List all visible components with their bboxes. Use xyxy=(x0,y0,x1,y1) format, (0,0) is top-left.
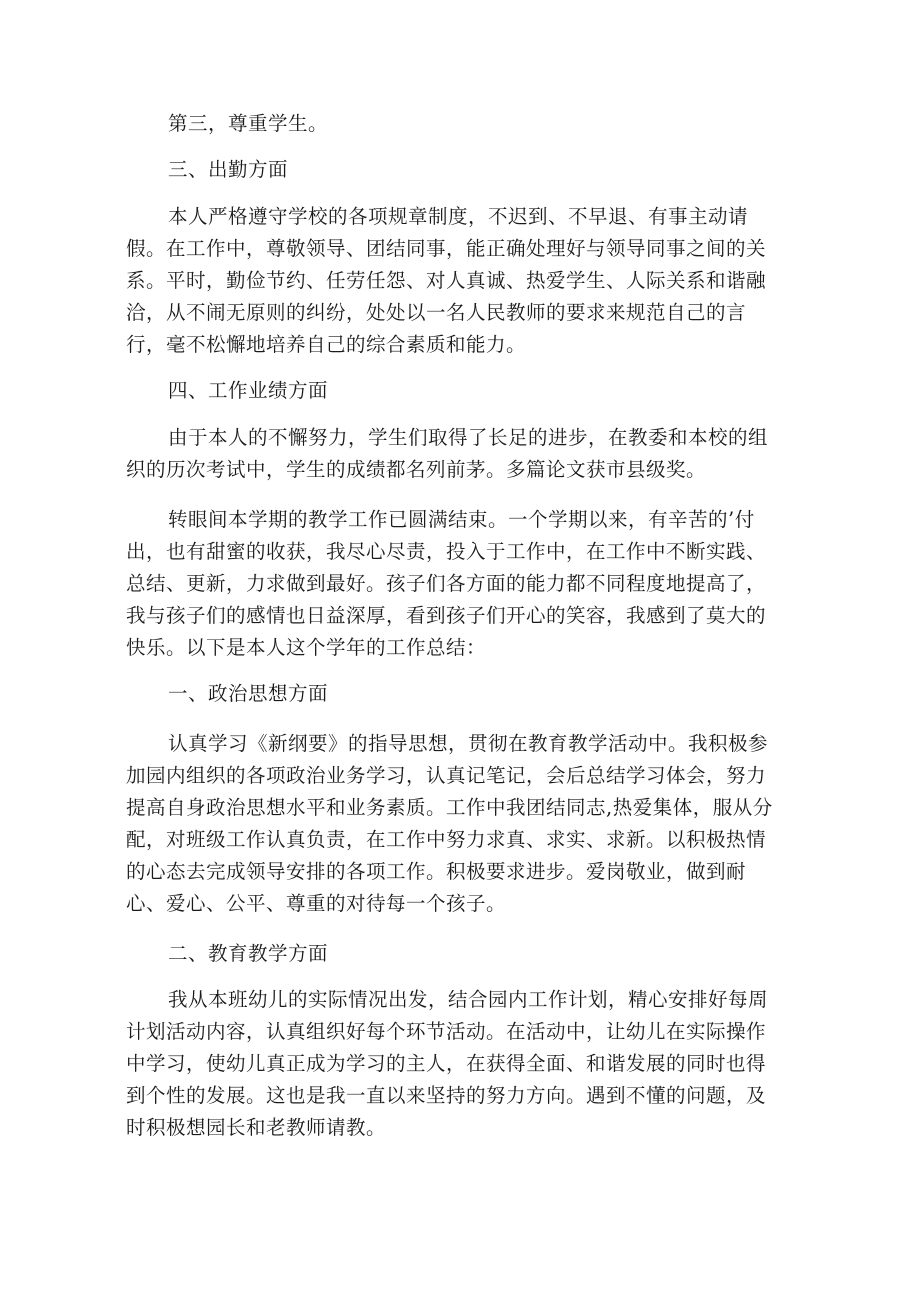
section-heading: 一、政治思想方面 xyxy=(168,682,329,705)
section-heading: 三、出勤方面 xyxy=(168,158,289,181)
text-line: 由于本人的不懈努力，学生们取得了长足的进步，在教委和本校的组 xyxy=(168,426,769,449)
text-line: 系。平时，勤俭节约、任劳任怨、对人真诚、热爱学生、人际关系和谐融 xyxy=(126,269,767,292)
text-line: 快乐。以下是本人这个学年的工作总结： xyxy=(126,636,487,659)
text-line: 第三，尊重学生。 xyxy=(168,112,329,135)
text-line: 我从本班幼儿的实际情况出发，结合园内工作计划，精心安排好每周 xyxy=(168,988,769,1011)
section-heading: 二、教育教学方面 xyxy=(168,942,329,965)
text-line: 认真学习《新纲要》的指导思想，贯彻在教育教学活动中。我积极参 xyxy=(168,732,769,755)
text-line: 织的历次考试中，学生的成绩都名列前茅。多篇论文获市县级奖。 xyxy=(126,458,707,481)
text-line: 的心态去完成领导安排的各项工作。积极要求进步。爱岗敬业，做到耐 xyxy=(126,860,747,883)
text-line: 配，对班级工作认真负责，在工作中努力求真、求实、求新。以积极热情 xyxy=(126,828,767,851)
text-line: 行，毫不松懈地培养自己的综合素质和能力。 xyxy=(126,333,527,356)
text-line: 到个性的发展。这也是我一直以来坚持的努力方向。遇到不懂的问题，及 xyxy=(126,1084,767,1107)
text-line: 假。在工作中，尊敬领导、团结同事，能正确处理好与领导同事之间的关 xyxy=(126,237,767,260)
text-line: 转眼间本学期的教学工作已圆满结束。一个学期以来，有辛苦的’付 xyxy=(168,508,755,531)
text-line: 提高自身政治思想水平和业务素质。工作中我团结同志,热爱集体，服从分 xyxy=(126,796,773,819)
text-line: 本人严格遵守学校的各项规章制度，不迟到、不早退、有事主动请 xyxy=(168,205,749,228)
text-line: 洽，从不闹无原则的纠纷，处处以一名人民教师的要求来规范自己的言 xyxy=(126,301,747,324)
text-line: 加园内组织的各项政治业务学习，认真记笔记，会后总结学习体会，努力 xyxy=(126,764,767,787)
text-line: 心、爱心、公平、尊重的对待每一个孩子。 xyxy=(126,892,507,915)
text-line: 时积极想园长和老教师请教。 xyxy=(126,1116,387,1139)
text-line: 计划活动内容，认真组织好每个环节活动。在活动中，让幼儿在实际操作 xyxy=(126,1020,767,1043)
text-line: 我与孩子们的感情也日益深厚，看到孩子们开心的笑容，我感到了莫大的 xyxy=(126,604,767,627)
text-line: 总结、更新，力求做到最好。孩子们各方面的能力都不同程度地提高了， xyxy=(126,572,767,595)
text-line: 中学习，使幼儿真正成为学习的主人，在获得全面、和谐发展的同时也得 xyxy=(126,1052,767,1075)
text-line: 出，也有甜蜜的收获，我尽心尽责，投入于工作中，在工作中不断实践、 xyxy=(126,540,767,563)
section-heading: 四、工作业绩方面 xyxy=(168,379,329,402)
